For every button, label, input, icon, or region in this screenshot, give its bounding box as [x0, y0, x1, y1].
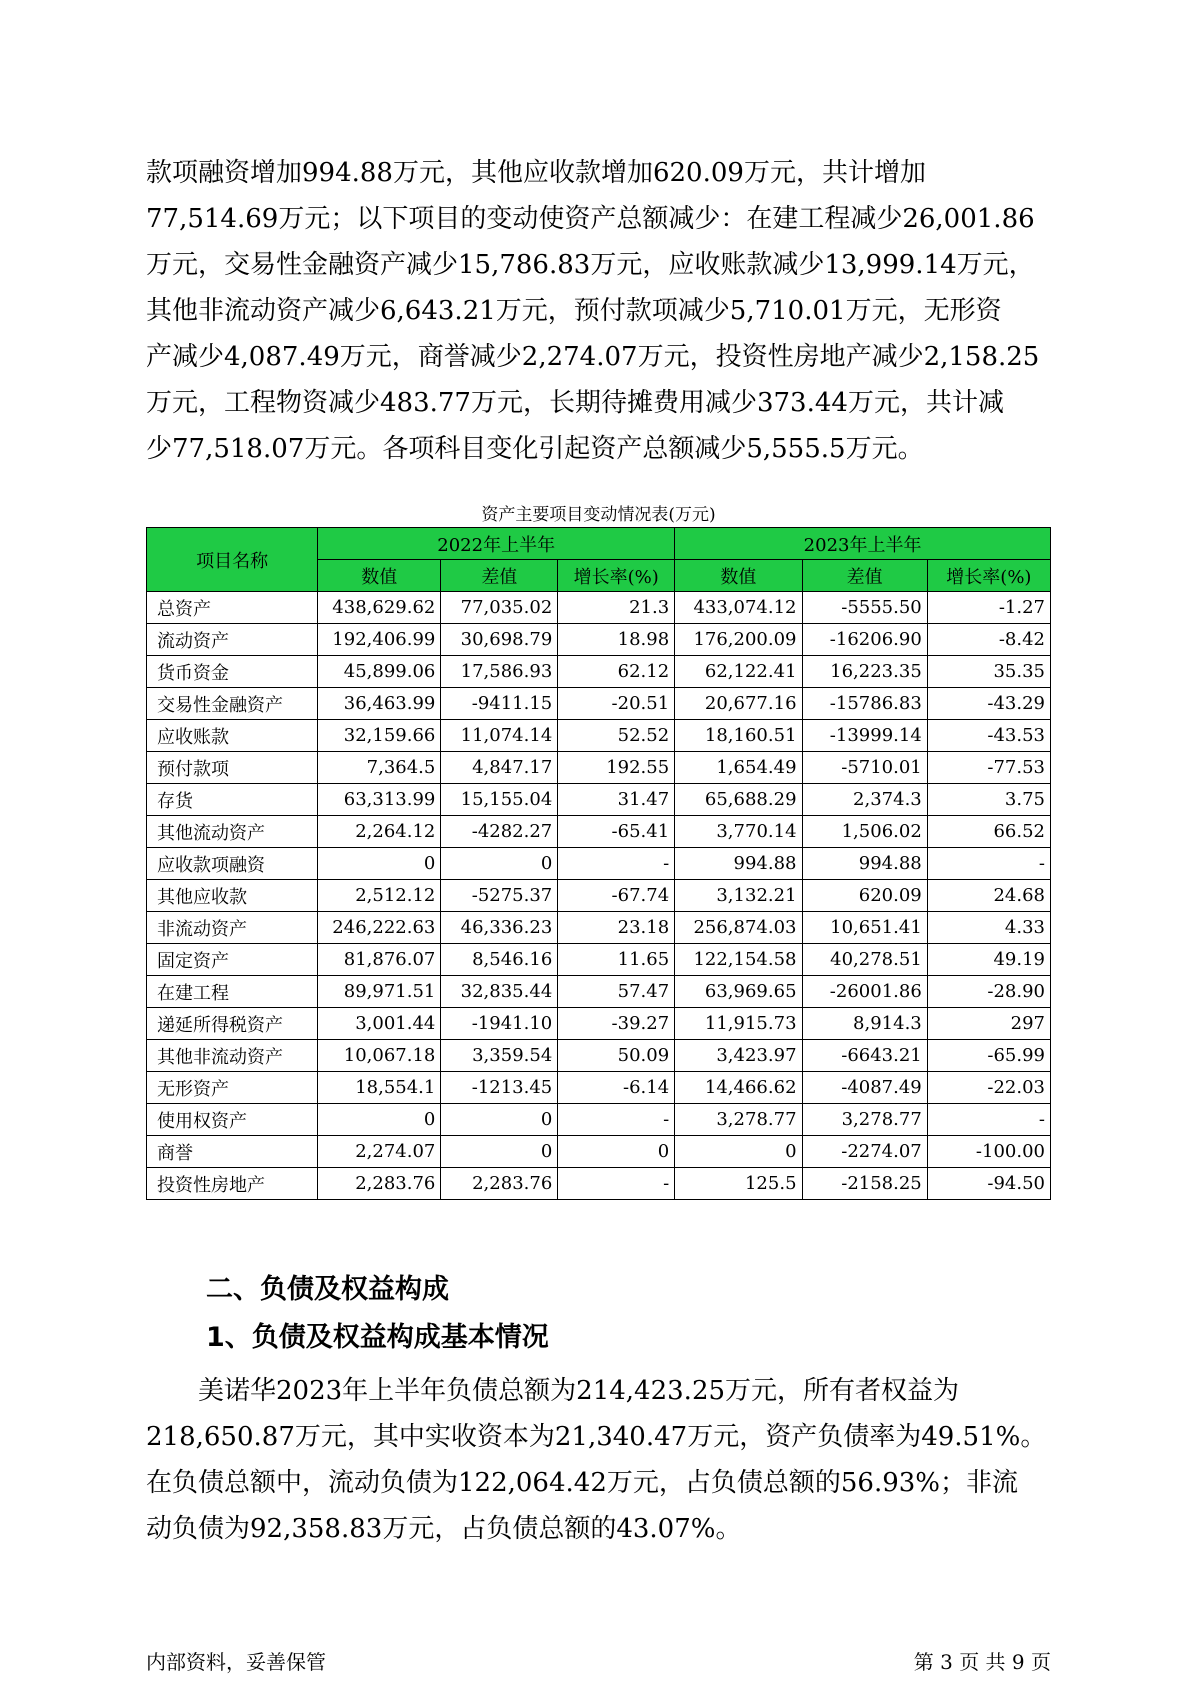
table-cell: 1,506.02	[802, 816, 927, 848]
table-cell: 176,200.09	[675, 624, 802, 656]
table-row	[147, 592, 1051, 624]
table-cell: 8,546.16	[441, 944, 558, 976]
table-cell: -15786.83	[802, 688, 927, 720]
table-cell: -77.53	[927, 752, 1050, 784]
text-line: 美诺华2023年上半年负债总额为214,423.25万元，所有者权益为	[198, 1376, 960, 1406]
table-cell: -5710.01	[802, 752, 927, 784]
table-row	[147, 848, 1051, 880]
table-cell: 10,651.41	[802, 912, 927, 944]
text-line: 万元，工程物资减少483.77万元，长期待摊费用减少373.44万元，共计减	[146, 388, 1004, 418]
table-row	[147, 688, 1051, 720]
table-cell: 3,132.21	[675, 880, 802, 912]
table-cell: -	[558, 1104, 675, 1136]
header-period-2023: 2023年上半年	[675, 528, 1051, 560]
row-item-name: 其他应收款	[147, 880, 318, 912]
table-row	[147, 624, 1051, 656]
table-cell: -13999.14	[802, 720, 927, 752]
table-cell: 3,423.97	[675, 1040, 802, 1072]
table-cell: 4,847.17	[441, 752, 558, 784]
row-item-name: 投资性房地产	[147, 1168, 318, 1200]
row-item-name: 使用权资产	[147, 1104, 318, 1136]
table-cell: 50.09	[558, 1040, 675, 1072]
table-cell: 0	[318, 848, 441, 880]
header-diff: 差值	[441, 560, 558, 592]
table-cell: -43.53	[927, 720, 1050, 752]
table-cell: 3,001.44	[318, 1008, 441, 1040]
row-item-name: 其他非流动资产	[147, 1040, 318, 1072]
table-cell: 3,359.54	[441, 1040, 558, 1072]
text-line: 77,514.69万元；以下项目的变动使资产总额减少：在建工程减少26,001.86	[146, 204, 1035, 234]
table-cell: -1213.45	[441, 1072, 558, 1104]
table-row	[147, 1040, 1051, 1072]
table-cell: 16,223.35	[802, 656, 927, 688]
table-cell: -	[558, 848, 675, 880]
table-cell: 3,278.77	[675, 1104, 802, 1136]
table-cell: 11,915.73	[675, 1008, 802, 1040]
table-cell: 3,770.14	[675, 816, 802, 848]
table-cell: 49.19	[927, 944, 1050, 976]
table-cell: -8.42	[927, 624, 1050, 656]
table-cell: -4087.49	[802, 1072, 927, 1104]
table-cell: 14,466.62	[675, 1072, 802, 1104]
row-item-name: 递延所得税资产	[147, 1008, 318, 1040]
table-cell: 81,876.07	[318, 944, 441, 976]
table-cell: -22.03	[927, 1072, 1050, 1104]
table-cell: -26001.86	[802, 976, 927, 1008]
table-cell: 433,074.12	[675, 592, 802, 624]
table-cell: 1,654.49	[675, 752, 802, 784]
table-cell: -65.41	[558, 816, 675, 848]
table-cell: 4.33	[927, 912, 1050, 944]
table-cell: 77,035.02	[441, 592, 558, 624]
row-item-name: 商誉	[147, 1136, 318, 1168]
table-row	[147, 816, 1051, 848]
table-cell: 2,374.3	[802, 784, 927, 816]
table-cell: 246,222.63	[318, 912, 441, 944]
table-cell: -5275.37	[441, 880, 558, 912]
table-cell: 66.52	[927, 816, 1050, 848]
table-cell: 0	[318, 1104, 441, 1136]
text-line: 款项融资增加994.88万元，其他应收款增加620.09万元，共计增加	[146, 158, 926, 188]
table-cell: -1.27	[927, 592, 1050, 624]
table-cell: 7,364.5	[318, 752, 441, 784]
table-cell: -2274.07	[802, 1136, 927, 1168]
table-cell: 2,283.76	[441, 1168, 558, 1200]
table-cell: 438,629.62	[318, 592, 441, 624]
table-cell: 20,677.16	[675, 688, 802, 720]
table-cell: 10,067.18	[318, 1040, 441, 1072]
header-item-name: 项目名称	[147, 528, 318, 592]
table-cell: -5555.50	[802, 592, 927, 624]
text-line: 其他非流动资产减少6,643.21万元，预付款项减少5,710.01万元，无形资	[146, 296, 1002, 326]
table-body	[147, 592, 1051, 1200]
table-cell: 35.35	[927, 656, 1050, 688]
row-item-name: 总资产	[147, 592, 318, 624]
table-cell: -	[927, 848, 1050, 880]
table-cell: 8,914.3	[802, 1008, 927, 1040]
table-cell: -65.99	[927, 1040, 1050, 1072]
text-line: 产减少4,087.49万元，商誉减少2,274.07万元，投资性房地产减少2,158.25	[146, 342, 1040, 372]
table-caption: 资产主要项目变动情况表(万元)	[481, 505, 716, 525]
table-cell: -	[927, 1104, 1050, 1136]
row-item-name: 存货	[147, 784, 318, 816]
table-row	[147, 1072, 1051, 1104]
table-cell: -20.51	[558, 688, 675, 720]
table-cell: 994.88	[675, 848, 802, 880]
row-item-name: 应收款项融资	[147, 848, 318, 880]
table-cell: -6.14	[558, 1072, 675, 1104]
table-row	[147, 1136, 1051, 1168]
row-item-name: 非流动资产	[147, 912, 318, 944]
table-cell: 18,554.1	[318, 1072, 441, 1104]
table-cell: 2,512.12	[318, 880, 441, 912]
table-cell: 192.55	[558, 752, 675, 784]
table-cell: 52.52	[558, 720, 675, 752]
table-cell: 21.3	[558, 592, 675, 624]
liabilities-paragraph	[146, 1368, 1051, 1552]
row-item-name: 货币资金	[147, 656, 318, 688]
table-cell: 57.47	[558, 976, 675, 1008]
text-line: 218,650.87万元，其中实收资本为21,340.47万元，资产负债率为49.51%。	[146, 1422, 1047, 1452]
table-cell: 0	[675, 1136, 802, 1168]
table-cell: 32,159.66	[318, 720, 441, 752]
text-line: 在负债总额中，流动负债为122,064.42万元，占负债总额的56.93%；非流	[146, 1468, 1019, 1498]
table-cell: 32,835.44	[441, 976, 558, 1008]
row-item-name: 在建工程	[147, 976, 318, 1008]
row-item-name: 预付款项	[147, 752, 318, 784]
table-cell: -	[558, 1168, 675, 1200]
table-cell: -43.29	[927, 688, 1050, 720]
table-cell: 0	[558, 1136, 675, 1168]
subsection-heading: 1、负债及权益构成基本情况	[206, 1322, 549, 1353]
table-cell: 24.68	[927, 880, 1050, 912]
table-cell: 65,688.29	[675, 784, 802, 816]
table-cell: 17,586.93	[441, 656, 558, 688]
row-item-name: 固定资产	[147, 944, 318, 976]
table-cell: -2158.25	[802, 1168, 927, 1200]
header-value: 数值	[675, 560, 802, 592]
table-row	[147, 1104, 1051, 1136]
table-row	[147, 880, 1051, 912]
header-diff: 差值	[802, 560, 927, 592]
table-cell: -28.90	[927, 976, 1050, 1008]
table-cell: 89,971.51	[318, 976, 441, 1008]
table-cell: 2,274.07	[318, 1136, 441, 1168]
row-item-name: 流动资产	[147, 624, 318, 656]
table-cell: 3.75	[927, 784, 1050, 816]
table-cell: -39.27	[558, 1008, 675, 1040]
table-cell: 256,874.03	[675, 912, 802, 944]
table-cell: 3,278.77	[802, 1104, 927, 1136]
table-cell: 125.5	[675, 1168, 802, 1200]
row-item-name: 交易性金融资产	[147, 688, 318, 720]
table-cell: 62.12	[558, 656, 675, 688]
table-cell: -67.74	[558, 880, 675, 912]
table-cell: 18,160.51	[675, 720, 802, 752]
table-row	[147, 912, 1051, 944]
table-row	[147, 656, 1051, 688]
table-cell: 0	[441, 848, 558, 880]
table-cell: 122,154.58	[675, 944, 802, 976]
table-cell: -9411.15	[441, 688, 558, 720]
text-line: 万元，交易性金融资产减少15,786.83万元，应收账款减少13,999.14万元，	[146, 250, 1035, 280]
header-growth: 增长率(%)	[927, 560, 1050, 592]
table-cell: -4282.27	[441, 816, 558, 848]
table-cell: -100.00	[927, 1136, 1050, 1168]
table-cell: 62,122.41	[675, 656, 802, 688]
table-cell: 297	[927, 1008, 1050, 1040]
row-item-name: 无形资产	[147, 1072, 318, 1104]
table-cell: -16206.90	[802, 624, 927, 656]
table-cell: 994.88	[802, 848, 927, 880]
table-row	[147, 944, 1051, 976]
footer-confidential: 内部资料，妥善保管	[146, 1650, 326, 1674]
table-cell: 36,463.99	[318, 688, 441, 720]
table-row	[147, 1008, 1051, 1040]
table-cell: 45,899.06	[318, 656, 441, 688]
table-cell: 11,074.14	[441, 720, 558, 752]
table-cell: 192,406.99	[318, 624, 441, 656]
table-cell: 40,278.51	[802, 944, 927, 976]
table-cell: 0	[441, 1104, 558, 1136]
table-cell: 15,155.04	[441, 784, 558, 816]
table-cell: 0	[441, 1136, 558, 1168]
header-value: 数值	[318, 560, 441, 592]
table-row	[147, 1168, 1051, 1200]
table-cell: -1941.10	[441, 1008, 558, 1040]
asset-changes-table	[146, 527, 1051, 1200]
intro-paragraph	[146, 150, 1051, 472]
table-cell: 620.09	[802, 880, 927, 912]
text-line: 动负债为92,358.83万元，占负债总额的43.07%。	[146, 1514, 742, 1544]
row-item-name: 应收账款	[147, 720, 318, 752]
table-cell: 23.18	[558, 912, 675, 944]
text-line: 少77,518.07万元。各项科目变化引起资产总额减少5,555.5万元。	[146, 434, 924, 464]
table-row	[147, 976, 1051, 1008]
table-row	[147, 720, 1051, 752]
header-growth: 增长率(%)	[558, 560, 675, 592]
table-cell: 18.98	[558, 624, 675, 656]
table-cell: 2,283.76	[318, 1168, 441, 1200]
table-cell: -94.50	[927, 1168, 1050, 1200]
table-row	[147, 752, 1051, 784]
table-cell: 46,336.23	[441, 912, 558, 944]
table-cell: 63,969.65	[675, 976, 802, 1008]
row-item-name: 其他流动资产	[147, 816, 318, 848]
table-cell: 11.65	[558, 944, 675, 976]
section-heading: 二、负债及权益构成	[206, 1274, 449, 1305]
header-period-2022: 2022年上半年	[318, 528, 675, 560]
table-cell: 30,698.79	[441, 624, 558, 656]
footer-page-number: 第 3 页 共 9 页	[913, 1650, 1051, 1674]
table-cell: 31.47	[558, 784, 675, 816]
table-cell: 63,313.99	[318, 784, 441, 816]
table-cell: -6643.21	[802, 1040, 927, 1072]
table-cell: 2,264.12	[318, 816, 441, 848]
table-row	[147, 784, 1051, 816]
